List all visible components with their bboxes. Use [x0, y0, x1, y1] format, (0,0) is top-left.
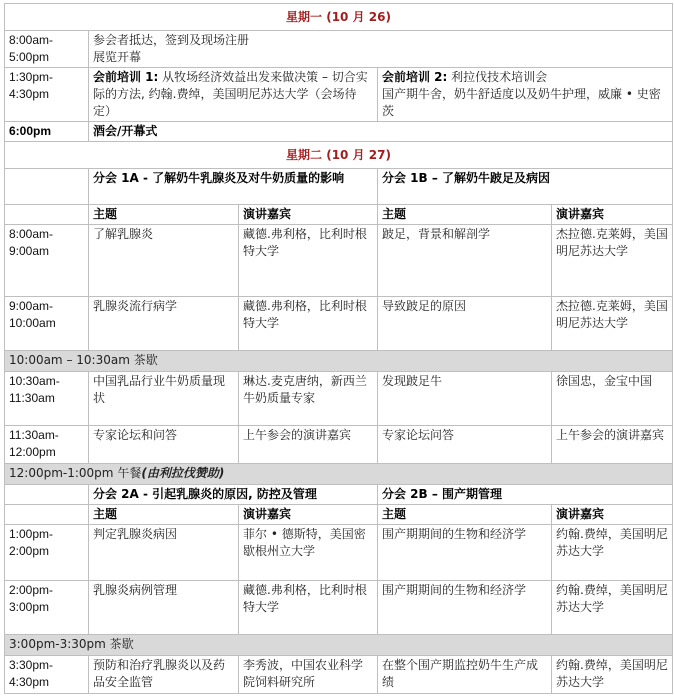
speaker-cell: 藏德.弗利格，比利时根特大学	[239, 225, 378, 297]
speaker-cell: 约翰.费绰，美国明尼苏达大学	[552, 525, 673, 581]
speaker-header: 演讲嘉宾	[552, 205, 673, 225]
topic-cell: 乳腺炎病例管理	[89, 581, 239, 635]
topic-cell: 在整个围产期监控奶牛生产成绩	[378, 656, 552, 694]
topic-header: 主题	[89, 205, 239, 225]
speaker-cell: 上午参会的演讲嘉宾	[552, 426, 673, 464]
empty-cell	[5, 505, 89, 525]
time-cell: 9:00am- 10:00am	[5, 297, 89, 351]
speaker-cell: 杰拉德.克莱姆，美国明尼苏达大学	[552, 297, 673, 351]
time-cell: 8:00am- 9:00am	[5, 225, 89, 297]
pre-training-2-label: 会前培训 2:	[382, 70, 448, 84]
topic-cell: 跛足，背景和解剖学	[378, 225, 552, 297]
speaker-header: 演讲嘉宾	[552, 505, 673, 525]
time-cell: 10:30am- 11:30am	[5, 372, 89, 426]
topic-cell: 中国乳品行业牛奶质量现状	[89, 372, 239, 426]
topic-header: 主题	[378, 205, 552, 225]
time-cell: 1:30pm- 4:30pm	[5, 68, 89, 122]
topic-cell: 专家论坛问答	[378, 426, 552, 464]
speaker-cell: 上午参会的演讲嘉宾	[239, 426, 378, 464]
session-2b-title: 分会 2B – 围产期管理	[378, 485, 673, 505]
pre-training-2	[378, 68, 673, 122]
time-cell: 2:00pm- 3:00pm	[5, 581, 89, 635]
registration-text: 参会者抵达，签到及现场注册 展览开幕	[89, 31, 673, 68]
speaker-cell: 杰拉德.克莱姆，美国明尼苏达大学	[552, 225, 673, 297]
schedule-table	[4, 3, 673, 694]
speaker-cell: 约翰.费绰，美国明尼苏达大学	[552, 656, 673, 694]
speaker-cell: 琳达.麦克唐纳，新西兰牛奶质量专家	[239, 372, 378, 426]
lunch-text: 午餐	[117, 466, 142, 480]
topic-header: 主题	[89, 505, 239, 525]
topic-cell: 判定乳腺炎病因	[89, 525, 239, 581]
opening-reception: 酒会/开幕式	[89, 122, 673, 142]
speaker-header: 演讲嘉宾	[239, 505, 378, 525]
topic-cell: 导致跛足的原因	[378, 297, 552, 351]
speaker-cell: 藏德.弗利格，比利时根特大学	[239, 297, 378, 351]
time-cell: 1:00pm- 2:00pm	[5, 525, 89, 581]
speaker-cell: 徐国忠，金宝中国	[552, 372, 673, 426]
session-1b-title: 分会 1B – 了解奶牛跛足及病因	[378, 169, 673, 205]
tea-break-2: 3:00pm-3:30pm 茶歇	[5, 635, 673, 656]
empty-cell	[5, 485, 89, 505]
empty-cell	[5, 205, 89, 225]
topic-cell: 预防和治疗乳腺炎以及药品安全监管	[89, 656, 239, 694]
session-1a-title: 分会 1A - 了解奶牛乳腺炎及对牛奶质量的影响	[89, 169, 378, 205]
speaker-cell: 藏德.弗利格，比利时根特大学	[239, 581, 378, 635]
topic-cell: 了解乳腺炎	[89, 225, 239, 297]
day1-title: 星期一 (10 月 26)	[5, 4, 673, 31]
pre-training-1	[89, 68, 378, 122]
topic-cell: 专家论坛和问答	[89, 426, 239, 464]
tea-break-1: 10:00am – 10:30am 茶歇	[5, 351, 673, 372]
empty-cell	[5, 169, 89, 205]
topic-cell: 围产期期间的生物和经济学	[378, 581, 552, 635]
time-cell: 6:00pm	[5, 122, 89, 142]
lunch-time: 12:00pm-1:00pm	[9, 466, 114, 480]
topic-cell: 发现跛足牛	[378, 372, 552, 426]
speaker-cell: 菲尔 • 德斯特，美国密歇根州立大学	[239, 525, 378, 581]
time-cell: 3:30pm- 4:30pm	[5, 656, 89, 694]
lunch-sponsor: (由利拉伐赞助)	[141, 466, 225, 480]
lunch-break	[5, 464, 673, 485]
time-cell: 11:30am- 12:00pm	[5, 426, 89, 464]
speaker-cell: 约翰.费绰，美国明尼苏达大学	[552, 581, 673, 635]
day2-title: 星期二 (10 月 27)	[5, 142, 673, 169]
pre-training-1-label: 会前培训 1:	[93, 70, 159, 84]
topic-cell: 乳腺炎流行病学	[89, 297, 239, 351]
pre-training-1-text: 从牧场经济效益出发来做决策 – 切合实际的方法, 约翰.费绰，美国明尼苏达大学（会场待定）	[93, 70, 368, 118]
topic-header: 主题	[378, 505, 552, 525]
time-cell: 8:00am- 5:00pm	[5, 31, 89, 68]
session-2a-title: 分会 2A - 引起乳腺炎的原因, 防控及管理	[89, 485, 378, 505]
speaker-header: 演讲嘉宾	[239, 205, 378, 225]
topic-cell: 围产期期间的生物和经济学	[378, 525, 552, 581]
speaker-cell: 李秀波，中国农业科学院饲料研究所	[239, 656, 378, 694]
pre-training-2-text: 利拉伐技术培训会 国产期牛舍，奶牛舒适度以及奶牛护理，威廉 • 史密茨	[382, 70, 661, 118]
